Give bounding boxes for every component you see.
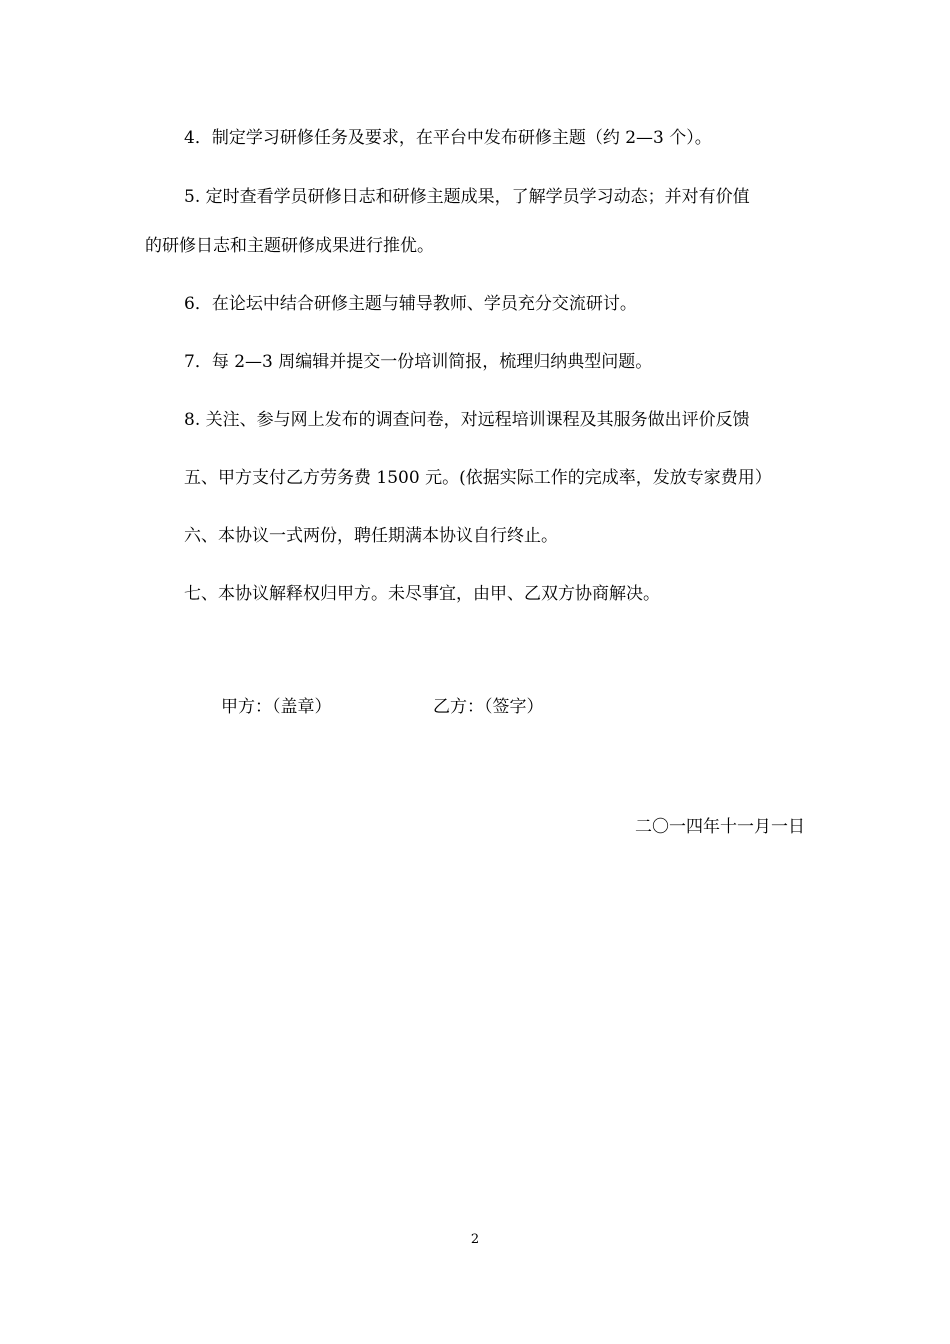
clause-6-copies: 六、本协议一式两份，聘任期满本协议自行终止。 bbox=[184, 526, 558, 546]
item-5-line-1: 5. 定时查看学员研修日志和研修主题成果，了解学员学习动态；并对有价值 bbox=[184, 187, 750, 207]
party-b-signature: 乙方：（签字） bbox=[433, 697, 544, 717]
page-number: 2 bbox=[470, 1232, 480, 1247]
item-4: 4．制定学习研修任务及要求，在平台中发布研修主题（约 2—3 个）。 bbox=[184, 128, 712, 148]
item-5-line-2: 的研修日志和主题研修成果进行推优。 bbox=[145, 236, 434, 256]
clause-7-interpretation: 七、本协议解释权归甲方。未尽事宜，由甲、乙双方协商解决。 bbox=[184, 584, 660, 604]
item-7: 7．每 2—3 周编辑并提交一份培训简报，梳理归纳典型问题。 bbox=[184, 352, 653, 372]
party-a-signature: 甲方：（盖章） bbox=[221, 697, 332, 717]
item-6: 6．在论坛中结合研修主题与辅导教师、学员充分交流研讨。 bbox=[184, 294, 637, 314]
agreement-date: 二〇一四年十一月一日 bbox=[635, 817, 805, 837]
item-8: 8. 关注、参与网上发布的调查问卷，对远程培训课程及其服务做出评价反馈 bbox=[184, 410, 750, 430]
clause-5-payment: 五、甲方支付乙方劳务费 1500 元。(依据实际工作的完成率，发放专家费用） bbox=[184, 468, 772, 488]
